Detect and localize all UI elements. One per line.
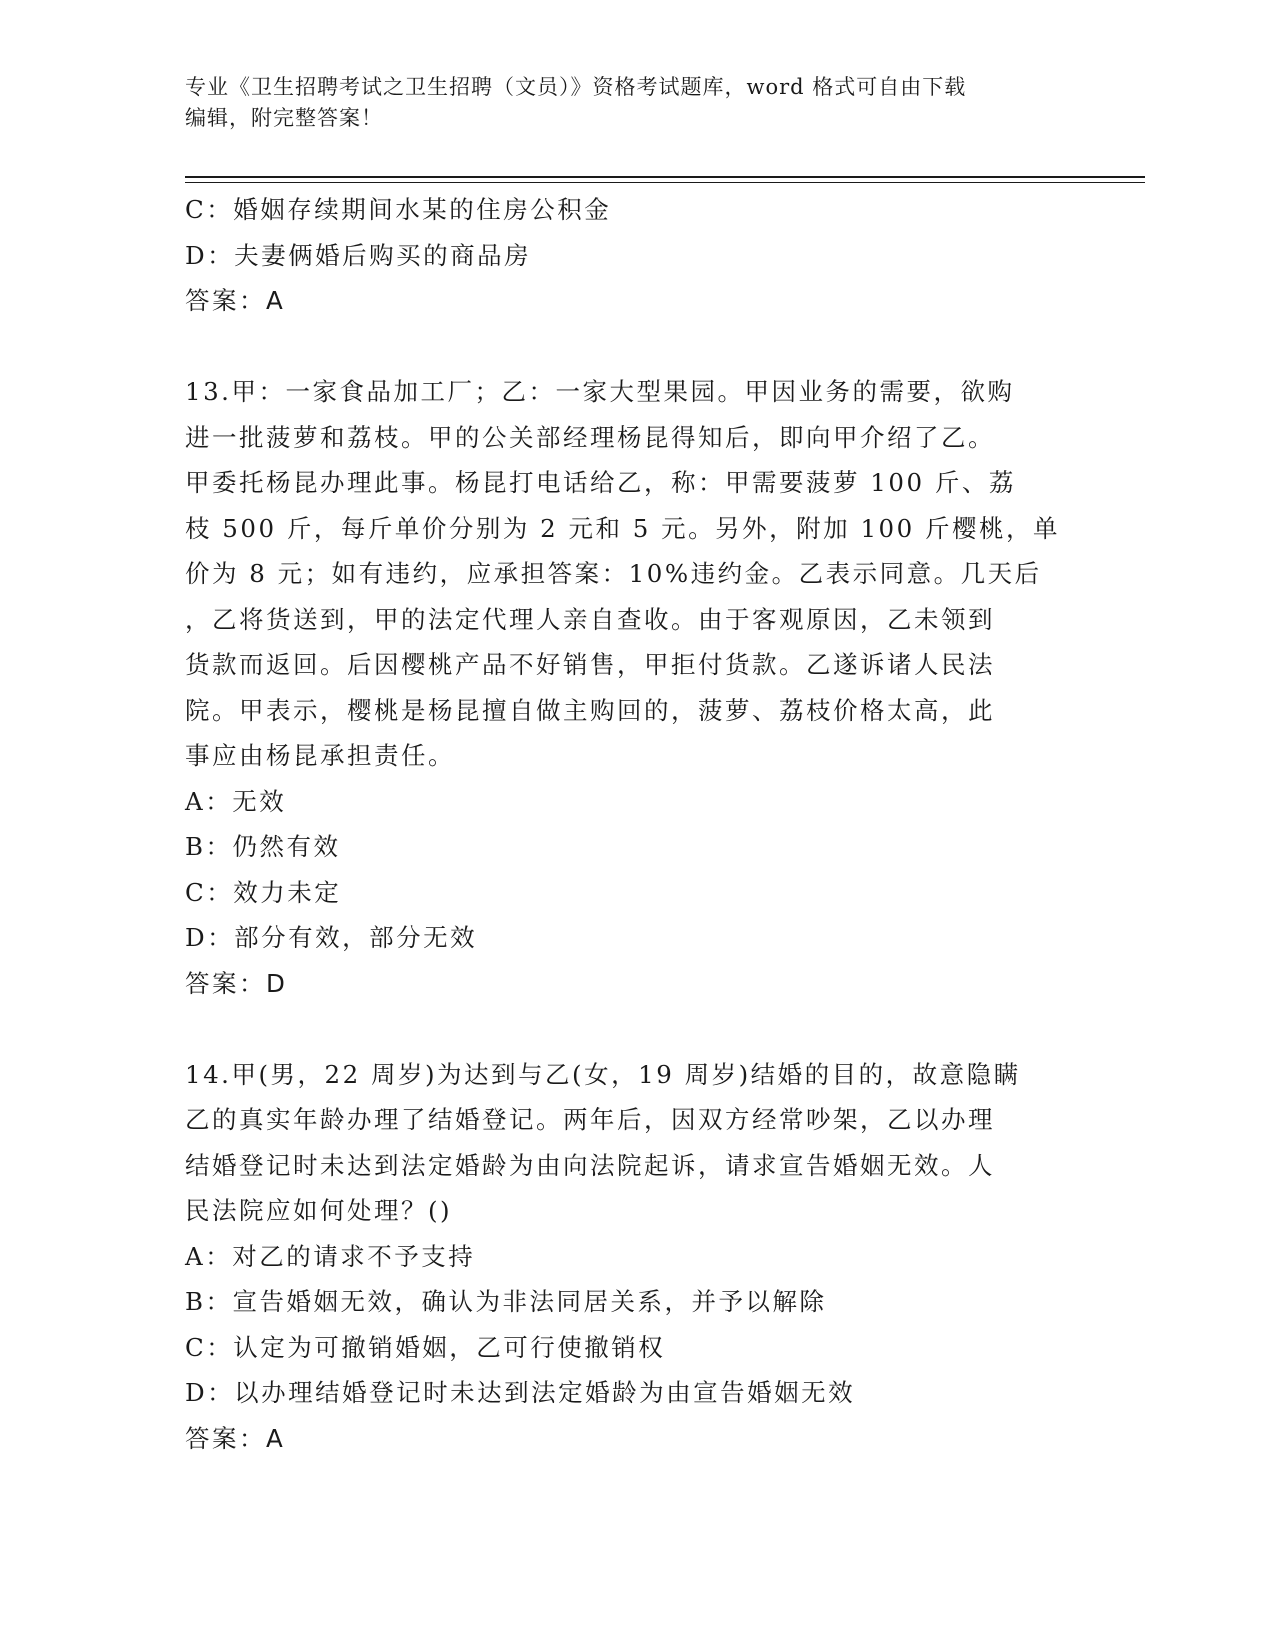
q13-option-b: B：仍然有效 xyxy=(185,832,341,861)
question-13 xyxy=(185,369,1065,1006)
q13-text-line: ，乙将货送到，甲的法定代理人亲自查收。由于客观原因，乙未领到 xyxy=(185,604,995,634)
q13-text-line: 事应由杨昆承担责任。 xyxy=(185,741,455,770)
q13-option-d: D：部分有效，部分无效 xyxy=(185,923,478,952)
q14-text-line: 14.甲(男，22 周岁)为达到与乙(女，19 周岁)结婚的目的，故意隐瞒 xyxy=(185,1059,1021,1089)
q13-option-a: A：无效 xyxy=(185,786,287,816)
q13-answer: 答案：D xyxy=(185,968,288,998)
prev-option-c: C：婚姻存续期间水某的住房公积金 xyxy=(185,195,612,224)
q14-option-b: B：宣告婚姻无效，确认为非法同居关系，并予以解除 xyxy=(185,1287,827,1316)
header-line-2: 编辑，附完整答案！ xyxy=(185,106,383,130)
q14-text-line: 民法院应如何处理？() xyxy=(185,1196,453,1225)
q14-text-line: 乙的真实年龄办理了结婚登记。两年后，因双方经常吵架，乙以办理 xyxy=(185,1105,995,1134)
q14-text-line: 结婚登记时未达到法定婚龄为由向法院起诉，请求宣告婚姻无效。人 xyxy=(185,1150,995,1180)
document-body xyxy=(185,187,1065,1461)
header-line-1: 专业《卫生招聘考试之卫生招聘（文员）》资格考试题库，word 格式可自由下载 xyxy=(185,75,967,99)
q14-option-d: D：以办理结婚登记时未达到法定婚龄为由宣告婚姻无效 xyxy=(185,1378,856,1407)
q14-answer: 答案：A xyxy=(185,1423,286,1453)
q13-text-line: 货款而返回。后因樱桃产品不好销售，甲拒付货款。乙遂诉诸人民法 xyxy=(185,650,995,679)
q13-text-line: 枝 500 斤，每斤单价分别为 2 元和 5 元。另外，附加 100 斤樱桃，单 xyxy=(185,513,1061,543)
spacer xyxy=(185,324,1065,370)
document-header xyxy=(185,72,1065,134)
spacer xyxy=(185,1006,1065,1052)
q13-text-line: 进一批菠萝和荔枝。甲的公关部经理杨昆得知后，即向甲介绍了乙。 xyxy=(185,422,995,452)
q13-text-line: 价为 8 元；如有违约，应承担答案：10%违约金。乙表示同意。几天后 xyxy=(185,559,1042,588)
q13-text-line: 院。甲表示，樱桃是杨昆擅自做主购回的，菠萝、荔枝价格太高，此 xyxy=(185,695,995,725)
q13-text-line: 甲委托杨昆办理此事。杨昆打电话给乙，称：甲需要菠萝 100 斤、荔 xyxy=(185,468,1016,497)
header-divider-thin xyxy=(185,182,1145,183)
header-divider-thick xyxy=(185,176,1145,178)
question-14 xyxy=(185,1052,1065,1462)
q13-text-line: 13.甲：一家食品加工厂；乙：一家大型果园。甲因业务的需要，欲购 xyxy=(185,377,1015,406)
prev-answer: 答案：A xyxy=(185,286,286,315)
q14-option-c: C：认定为可撤销婚姻，乙可行使撤销权 xyxy=(185,1332,666,1362)
q13-option-c: C：效力未定 xyxy=(185,877,342,907)
prev-option-d: D：夫妻俩婚后购买的商品房 xyxy=(185,240,532,270)
q14-option-a: A：对乙的请求不予支持 xyxy=(185,1241,476,1271)
